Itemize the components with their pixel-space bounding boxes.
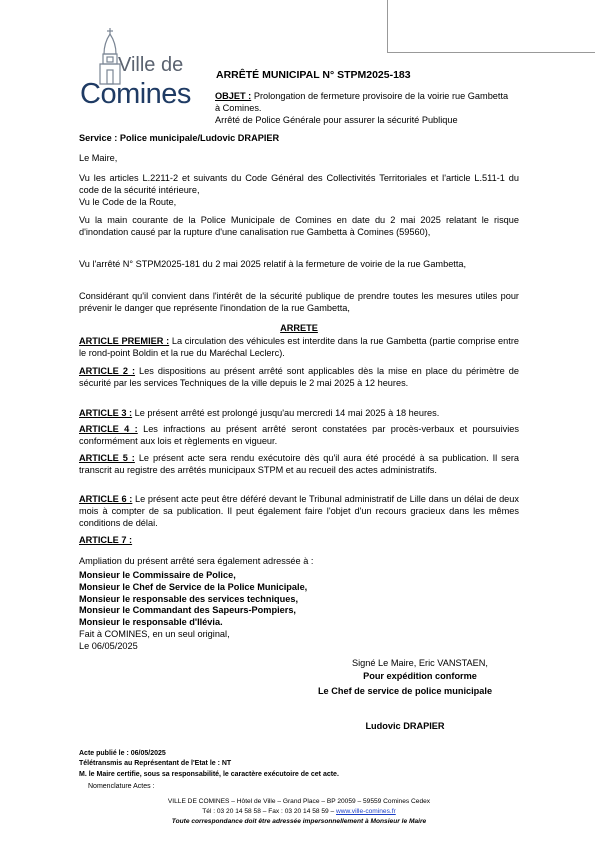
article-text: La circulation des véhicules est interdite dans la rue Gambetta (partie comprise entre le rond-point Boldin et la rue du Maréchal Leclerc). [79,336,519,358]
vu-code-route: Vu le Code de la Route, [79,197,177,207]
article-2 [79,366,519,390]
le-maire: Le Maire, [79,153,118,163]
footer-tel: Tél : 03 20 14 58 58 – Fax : 03 20 14 58 59 – [202,808,337,815]
article-text: Le présent arrêté est prolongé jusqu'au mercredi 14 mai 2025 à 18 heures. [132,408,440,418]
fait-a: Fait à COMINES, en un seul original, [79,629,230,639]
article-1 [79,336,519,360]
recipient: Monsieur le responsable des services techniques, [79,593,299,604]
signature-chef: Le Chef de service de police municipale [317,686,493,696]
signature-name: Ludovic DRAPIER [365,721,445,731]
article-label: ARTICLE 6 : [79,494,133,504]
logo-comines-text: Comines [80,78,191,110]
objet-block [215,90,515,126]
arrete-heading: ARRETE [280,323,318,333]
article-label: ARTICLE 3 : [79,408,133,418]
footer-publie: Acte publié le : 06/05/2025 [79,750,166,757]
footer-teletransmis: Télétransmis au Représentant de l'Etat le : NT [79,760,232,767]
recipient: Monsieur le responsable d'Ilévia. [79,617,223,628]
logo-ville-text: Ville de [118,54,184,76]
article-text: Les infractions au présent arrêté seront constatées par procès-verbaux et poursuivies conformément aux lois et règlements en vigueur. [79,424,519,446]
objet-label: OBJET : [215,91,252,101]
article-label: ARTICLE PREMIER : [79,336,170,346]
article-label: ARTICLE 7 : [79,535,133,545]
vu-articles: Vu les articles L.2211-2 et suivants du Code Général des Collectivités Territoriales et l'article L.511-1 du code de la sécurité intérieure, [79,173,519,195]
city-logo [80,26,198,108]
article-text: Les dispositions au présent arrêté sont applicables dès la mise en place du périmètre de sécurité par les services Techniques de la ville depuis le 2 mai 2025 à 12 heures. [79,366,519,388]
objet-line1: Prolongation de fermeture provisoire de la voirie rue Gambetta à Comines. [215,91,509,113]
document-title: ARRÊTÉ MUNICIPAL N° STPM2025-183 [216,69,411,81]
recipients-list [79,570,519,629]
signature-pour: Pour expédition conforme [363,671,477,681]
recipient: Monsieur le Chef de Service de la Police Municipale, [79,581,308,592]
date-line: Le 06/05/2025 [79,641,138,651]
website-link[interactable]: www.ville-comines.fr [336,808,396,815]
article-text: Le présent acte sera rendu exécutoire dès qu'il aura été procédé à sa publication. Il sera transcrit au registre des arrêtés municipaux STPM et au recueil des actes administratifs. [79,453,519,475]
article-text: Le présent acte peut être déféré devant le Tribunal administratif de Lille dans un délai de deux mois à compter de sa publication. Il peut également faire l'objet d'un recours gracieux dans les mêmes conditions de délai. [79,494,519,528]
ampliation: Ampliation du présent arrêté sera également adressée à : [79,556,314,566]
footer-nomenclature: Nomenclature Actes : [88,783,155,790]
footer-certifie: M. le Maire certifie, sous sa responsabilité, le caractère exécutoire de cet acte. [79,771,339,778]
considerant: Considérant qu'il convient dans l'intérêt de la sécurité publique de prendre toutes les mesures utiles pour prévenir le danger que représente l'inondation de la rue Gambetta, [79,291,519,313]
article-5 [79,453,519,477]
objet-line2: Arrêté de Police Générale pour assurer la sécurité Publique [215,115,458,125]
article-7 [79,535,519,547]
article-4 [79,424,519,448]
vu-main-courante: Vu la main courante de la Police Municipale de Comines en date du 2 mai 2025 relatant le risque d'inondation causé par la rupture d'une canalisation rue Gambetta à Comines (59560), [79,215,519,237]
vu-arrete: Vu l'arrêté N° STPM2025-181 du 2 mai 2025 relatif à la fermeture de voirie de la rue Gambetta, [79,259,467,269]
article-label: ARTICLE 5 : [79,453,135,463]
reception-stamp-box [387,0,595,53]
recipient: Monsieur le Commandant des Sapeurs-Pompiers, [79,605,296,616]
recipient: Monsieur le Commissaire de Police, [79,570,236,580]
footer-address: VILLE DE COMINES – Hôtel de Ville – Grand Place – BP 20059 – 59559 Comines Cedex [167,798,431,805]
article-label: ARTICLE 4 : [79,424,138,434]
service-line: Service : Police municipale/Ludovic DRAPIER [79,133,280,143]
footer-contact [79,807,519,816]
footer-note: Toute correspondance doit être adressée impersonnellement à Monsieur le Maire [171,818,427,825]
signature-signe: Signé Le Maire, Eric VANSTAEN, [352,658,488,668]
article-3 [79,408,519,420]
article-6 [79,494,519,529]
article-label: ARTICLE 2 : [79,366,136,376]
